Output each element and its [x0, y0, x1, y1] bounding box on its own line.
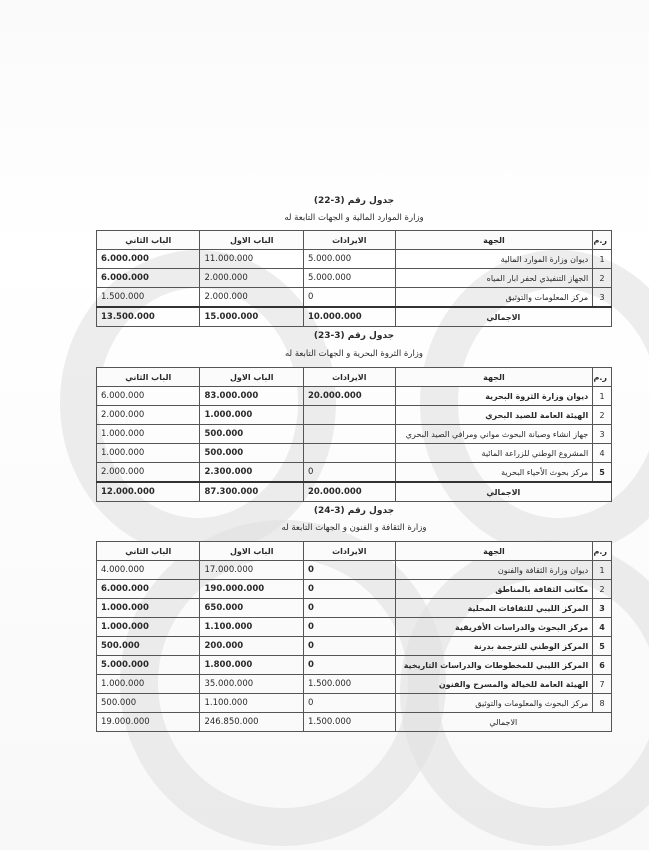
chapter1-cell: 650.000 [200, 599, 303, 618]
header-cell: ر.م [593, 231, 612, 250]
table-row [97, 694, 612, 713]
header-cell: ر.م [593, 368, 612, 387]
table-header-row [97, 542, 612, 561]
chapter1-cell: 200.000 [200, 637, 303, 656]
row-number: 3 [593, 599, 612, 618]
table-row [97, 580, 612, 599]
table-header-row [97, 231, 612, 250]
revenue-cell: 0 [303, 637, 395, 656]
table-row [97, 269, 612, 288]
table2-caption: جدول رقم (3-23) [313, 331, 395, 341]
entity-cell: المركز الليبي للمخطوطات والدراسات التاريخية [395, 656, 593, 675]
header-cell: الجهة [395, 231, 593, 250]
total-chapter2: 19.000.000 [97, 713, 200, 732]
revenue-cell: 0 [303, 580, 395, 599]
chapter2-cell: 6.000.000 [97, 387, 200, 406]
table-row [97, 406, 612, 425]
entity-cell: الهيئة العامة للخيالة والمسرح والفنون [395, 675, 593, 694]
table-row [97, 561, 612, 580]
revenue-cell: 0 [303, 694, 395, 713]
chapter1-cell: 17.000.000 [200, 561, 303, 580]
entity-cell: المركز الليبي للثقافات المحلية [395, 599, 593, 618]
total-revenue: 1.500.000 [303, 713, 395, 732]
chapter1-cell: 1.100.000 [200, 618, 303, 637]
header-cell: الباب الثاني [97, 368, 200, 387]
total-chapter1: 15.000.000 [200, 307, 303, 327]
header-cell: الايرادات [303, 231, 395, 250]
header-cell: الباب الثاني [97, 231, 200, 250]
entity-cell: مركز البحوث والدراسات الأفريقية [395, 618, 593, 637]
header-cell: الباب الثاني [97, 542, 200, 561]
entity-cell: مكاتب الثقافة بالمناطق [395, 580, 593, 599]
chapter1-cell: 83.000.000 [200, 387, 303, 406]
table-total-row [97, 713, 612, 732]
total-label: الاجمالي [395, 713, 611, 732]
row-number: 2 [593, 269, 612, 288]
total-revenue: 10.000.000 [303, 307, 395, 327]
chapter1-cell: 500.000 [200, 425, 303, 444]
total-label: الاجمالي [395, 307, 611, 327]
revenue-cell: 5.000.000 [303, 250, 395, 269]
table-row [97, 288, 612, 308]
chapter1-cell: 35.000.000 [200, 675, 303, 694]
chapter2-cell: 1.000.000 [97, 675, 200, 694]
chapter1-cell: 1.000.000 [200, 406, 303, 425]
chapter1-cell: 2.300.000 [200, 463, 303, 483]
row-number: 1 [593, 387, 612, 406]
revenue-cell: 0 [303, 561, 395, 580]
total-chapter2: 13.500.000 [97, 307, 200, 327]
revenue-cell: 0 [303, 288, 395, 308]
chapter1-cell: 2.000.000 [200, 269, 303, 288]
entity-cell: مركز بحوث الأحياء البحرية [395, 463, 593, 483]
revenue-cell: 0 [303, 599, 395, 618]
chapter1-cell: 500.000 [200, 444, 303, 463]
chapter2-cell: 5.000.000 [97, 656, 200, 675]
chapter1-cell: 1.800.000 [200, 656, 303, 675]
table-row [97, 599, 612, 618]
entity-cell: مركز المعلومات والتوثيق [395, 288, 593, 308]
table-row [97, 463, 612, 483]
revenue-cell [303, 406, 395, 425]
table1-subtitle: وزارة الموارد المالية و الجهات التابعة له [284, 213, 424, 223]
chapter2-cell: 2.000.000 [97, 463, 200, 483]
table-row [97, 675, 612, 694]
table-row [97, 444, 612, 463]
revenue-cell: 5.000.000 [303, 269, 395, 288]
chapter2-cell: 1.000.000 [97, 599, 200, 618]
entity-cell: مركز البحوث والمعلومات والتوثيق [395, 694, 593, 713]
row-number: 1 [593, 250, 612, 269]
entity-cell: المركز الوطني للترجمة بدرنة [395, 637, 593, 656]
total-revenue: 20.000.000 [303, 482, 395, 502]
chapter2-cell: 500.000 [97, 694, 200, 713]
entity-cell: الجهاز التنفيذي لحفر ابار المياه [395, 269, 593, 288]
row-number: 1 [593, 561, 612, 580]
chapter2-cell: 6.000.000 [97, 250, 200, 269]
header-cell: الجهة [395, 368, 593, 387]
header-cell: الايرادات [303, 368, 395, 387]
table-row [97, 618, 612, 637]
table2-subtitle: وزارة الثروة البحرية و الجهات التابعة له [284, 349, 424, 359]
header-cell: الباب الاول [200, 368, 303, 387]
row-number: 2 [593, 406, 612, 425]
chapter2-cell: 1.000.000 [97, 618, 200, 637]
chapter2-cell: 1.500.000 [97, 288, 200, 308]
row-number: 7 [593, 675, 612, 694]
chapter2-cell: 500.000 [97, 637, 200, 656]
row-number: 4 [593, 618, 612, 637]
table-total-row [97, 307, 612, 327]
chapter1-cell: 190.000.000 [200, 580, 303, 599]
row-number: 2 [593, 580, 612, 599]
table-row [97, 250, 612, 269]
entity-cell: ديوان وزارة الثقافة والفنون [395, 561, 593, 580]
entity-cell: الهيئة العامة للصيد البحري [395, 406, 593, 425]
total-chapter2: 12.000.000 [97, 482, 200, 502]
entity-cell: ديوان وزارة الموارد المالية [395, 250, 593, 269]
chapter1-cell: 1.100.000 [200, 694, 303, 713]
row-number: 3 [593, 288, 612, 308]
revenue-cell: 0 [303, 656, 395, 675]
chapter2-cell: 6.000.000 [97, 580, 200, 599]
table-total-row [97, 482, 612, 502]
table-header-row [97, 368, 612, 387]
table2 [96, 367, 612, 502]
header-cell: الايرادات [303, 542, 395, 561]
chapter2-cell: 2.000.000 [97, 406, 200, 425]
header-cell: الباب الاول [200, 542, 303, 561]
chapter1-cell: 11.000.000 [200, 250, 303, 269]
row-number: 3 [593, 425, 612, 444]
chapter2-cell: 6.000.000 [97, 269, 200, 288]
revenue-cell [303, 425, 395, 444]
table3-caption: جدول رقم (3-24) [313, 506, 395, 516]
revenue-cell [303, 444, 395, 463]
table3 [96, 541, 612, 732]
revenue-cell: 0 [303, 618, 395, 637]
chapter2-cell: 4.000.000 [97, 561, 200, 580]
table-row [97, 656, 612, 675]
row-number: 4 [593, 444, 612, 463]
table-row [97, 425, 612, 444]
header-cell: ر.م [593, 542, 612, 561]
table3-subtitle: وزارة الثقافة و الفنون و الجهات التابعة له [281, 523, 427, 533]
row-number: 5 [593, 463, 612, 483]
table1 [96, 230, 612, 327]
total-label: الاجمالي [395, 482, 611, 502]
chapter1-cell: 2.000.000 [200, 288, 303, 308]
row-number: 5 [593, 637, 612, 656]
chapter2-cell: 1.000.000 [97, 425, 200, 444]
revenue-cell: 0 [303, 463, 395, 483]
row-number: 6 [593, 656, 612, 675]
entity-cell: جهاز انشاء وصيانة البحوث مواني ومرافي الصيد البحري [395, 425, 593, 444]
chapter2-cell: 1.000.000 [97, 444, 200, 463]
table-row [97, 637, 612, 656]
entity-cell: المشروع الوطني للزراعة المائية [395, 444, 593, 463]
row-number: 8 [593, 694, 612, 713]
entity-cell: ديوان وزارة الثروة البحرية [395, 387, 593, 406]
header-cell: الجهة [395, 542, 593, 561]
revenue-cell: 20.000.000 [303, 387, 395, 406]
total-chapter1: 87.300.000 [200, 482, 303, 502]
header-cell: الباب الاول [200, 231, 303, 250]
table-row [97, 387, 612, 406]
revenue-cell: 1.500.000 [303, 675, 395, 694]
table1-caption: جدول رقم (3-22) [313, 196, 395, 206]
total-chapter1: 246.850.000 [200, 713, 303, 732]
